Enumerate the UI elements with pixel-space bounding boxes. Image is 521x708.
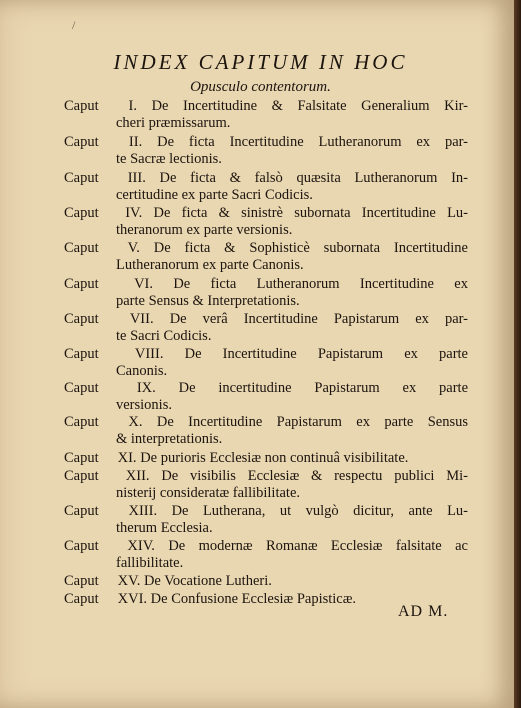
chapter-numeral: XV. [117, 573, 141, 589]
chapter-numeral: VII. [129, 311, 154, 327]
chapter-number: Caput [64, 240, 99, 256]
chapter-title-line1: De ficta & sinistrè subornata Incertitudine Lu- [153, 205, 469, 221]
chapter-title-line1: De visibilis Ecclesiæ & respectu publici Mi- [161, 468, 468, 484]
chapter-number: Caput [64, 346, 99, 362]
chapter-number: Caput [64, 414, 99, 430]
chapter-entry [64, 573, 468, 590]
chapter-title-line1: De verâ Incertitudine Papistarum ex par- [169, 311, 469, 327]
chapter-entry [64, 205, 468, 239]
chapter-number: Caput [64, 591, 99, 607]
chapter-numeral: XII. [125, 468, 150, 484]
chapter-numeral: XVI. [117, 591, 148, 607]
chapter-entry [64, 311, 468, 345]
chapter-title-line2: & interpretationis. [116, 431, 223, 447]
chapter-title-line2: therum Ecclesia. [116, 520, 213, 536]
chapter-entry [64, 346, 468, 380]
chapter-number: Caput [64, 311, 99, 327]
chapter-number: Caput [64, 468, 99, 484]
chapter-number: Caput [64, 538, 99, 554]
chapter-title-line2: te Sacræ lectionis. [116, 151, 222, 167]
chapter-number: Caput [64, 380, 99, 396]
book-spine-edge [514, 0, 521, 708]
chapter-numeral: II. [128, 134, 143, 150]
chapter-entry [64, 468, 468, 502]
chapter-entry [64, 538, 468, 572]
chapter-entry [64, 98, 468, 132]
chapter-number: Caput [64, 450, 99, 466]
chapter-entry [64, 240, 468, 274]
chapter-entry [64, 276, 468, 310]
chapter-numeral: VI. [134, 276, 153, 292]
chapter-title-line2: Lutheranorum ex parte Canonis. [116, 257, 304, 273]
chapter-numeral: IX. [136, 380, 156, 396]
chapter-number: Caput [64, 573, 99, 589]
chapter-title-line2: te Sacri Codicis. [116, 328, 212, 344]
chapter-number: Caput [64, 205, 99, 221]
margin-mark: / [72, 18, 76, 32]
chapter-title-line1: De Incertitudine Papistarum ex parte Sensus [156, 414, 469, 430]
chapter-title-line1: De Confusione Ecclesiæ Papisticæ. [150, 591, 357, 607]
chapter-title-line2: theranorum ex parte versionis. [116, 222, 293, 238]
chapter-numeral: III. [127, 170, 146, 186]
chapter-number: Caput [64, 134, 99, 150]
chapter-entry [64, 380, 468, 414]
chapter-entry [64, 414, 468, 448]
chapter-numeral: X. [128, 414, 143, 430]
chapter-title-line2: cheri præmissarum. [116, 115, 231, 131]
chapter-title-line1: De Incertitudine & Falsitate Generalium Kir- [151, 98, 468, 114]
catchword: AD M. [398, 603, 449, 620]
chapter-numeral: V. [127, 240, 140, 256]
chapter-number: Caput [64, 276, 99, 292]
page-subtitle: Opusculo contentorum. [190, 79, 331, 95]
chapter-numeral: XIV. [127, 538, 155, 554]
chapter-entry [64, 170, 468, 204]
chapter-title-line1: De ficta Lutheranorum Incertitudine ex [173, 276, 468, 292]
chapter-entry [64, 134, 468, 168]
chapter-numeral: VIII. [134, 346, 164, 362]
chapter-title-line2: parte Sensus & Interpretationis. [116, 293, 300, 309]
chapter-numeral: XIII. [128, 503, 158, 519]
chapter-entry [64, 450, 468, 467]
chapter-title-line1: De ficta Incertitudine Lutheranorum ex par- [157, 134, 469, 150]
chapter-number: Caput [64, 170, 99, 186]
chapter-number: Caput [64, 98, 99, 114]
chapter-numeral: I. [128, 98, 138, 114]
chapter-title-line1: De ficta & Sophisticè subornata Incertitudine [153, 240, 468, 256]
chapter-title-line1: De Lutherana, ut vulgò dicitur, ante Lu- [171, 503, 469, 519]
chapter-title-line2: versionis. [116, 397, 172, 413]
page-title: INDEX CAPITUM IN HOC [113, 50, 408, 74]
chapter-number: Caput [64, 503, 99, 519]
chapter-title-line2: certitudine ex parte Sacri Codicis. [116, 187, 313, 203]
chapter-title-line1: De purioris Ecclesiæ non continuâ visibilitate. [140, 450, 409, 466]
chapter-numeral: XI. [117, 450, 137, 466]
chapter-title-line2: Canonis. [116, 363, 168, 379]
chapter-title-line2: nisterij consideratæ fallibilitate. [116, 485, 301, 501]
chapter-title-line2: fallibilitate. [116, 555, 184, 571]
chapter-title-line1: De Vocatione Lutheri. [143, 573, 272, 589]
chapter-title-line1: De ficta & falsò quæsita Lutheranorum In- [159, 170, 469, 186]
chapter-numeral: IV. [125, 205, 143, 221]
chapter-title-line1: De Incertitudine Papistarum ex parte [184, 346, 468, 362]
chapter-entry [64, 503, 468, 537]
chapter-title-line1: De modernæ Romanæ Ecclesiæ falsitate ac [168, 538, 468, 554]
chapter-title-line1: De incertitudine Papistarum ex parte [178, 380, 468, 396]
